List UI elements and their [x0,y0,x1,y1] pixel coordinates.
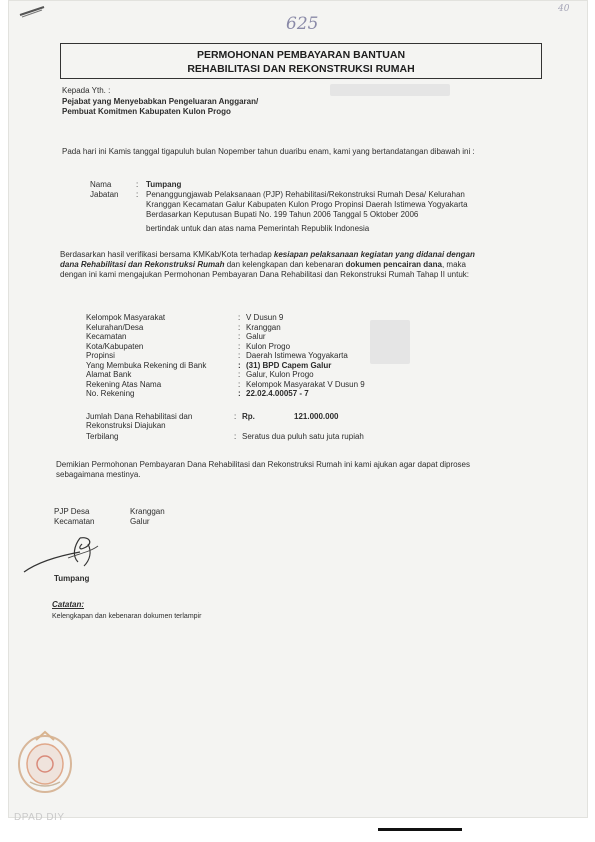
position-line-3: Berdasarkan Keputusan Bupati No. 199 Tahun 2006 Tanggal 5 Oktober 2006 [146,210,419,219]
amount-label-1: Jumlah Dana Rehabilitasi dan [86,412,193,421]
detail-label: Kota/Kabupaten [86,341,144,351]
basis-emphasis-3: dokumen pencairan dana [345,260,442,269]
addressee-line-2: Pembuat Komitmen Kabupaten Kulon Progo [62,107,231,116]
detail-label: Kelurahan/Desa [86,322,144,332]
closing-line-1: Demikian Permohonan Pembayaran Dana Rehabilitasi dan Rekonstruksi Rumah ini kami ajukan agar dapat diproses [56,460,470,469]
detail-label: Alamat Bank [86,370,132,379]
name-value: Tumpang [146,180,182,189]
sign-row2-label: Kecamatan [54,517,95,526]
title-line-2: REHABILITASI DAN REKONSTRUKSI RUMAH [187,63,415,75]
document-sheet [8,0,588,818]
basis-part-2: dan kelengkapan dan kebenaran [224,260,346,269]
on-behalf-text: bertindak untuk dan atas nama Pemerintah Republik Indonesia [146,224,370,233]
sign-row1-value: Kranggan [130,507,165,516]
detail-label: No. Rekening [86,389,135,398]
detail-value: : Kulon Progo [238,341,291,351]
spelled-value: Seratus dua puluh satu juta rupiah [242,432,364,441]
note-title: Catatan: [52,600,85,609]
position-colon: : [136,190,139,199]
basis-line-2 [60,260,540,270]
handwritten-page-number: 625 [286,14,319,34]
watermark: DPAD DIY [14,812,65,823]
basis-part-3: , maka [441,260,466,269]
detail-value: : Daerah Istimewa Yogyakarta [238,351,348,360]
position-label: Jabatan [90,190,119,199]
dpad-emblem-icon [16,728,74,794]
name-label: Nama [90,180,112,189]
handwritten-signature [18,532,108,576]
sign-row1-label: PJP Desa [54,507,90,516]
detail-value: : Kranggan [238,322,281,332]
closing-line-2: sebagaimana mestinya. [56,470,141,479]
note-text: Kelengkapan dan kebenaran dokumen terlampir [52,613,202,620]
basis-emphasis-1: kesiapan pelaksanaan kegiatan yang didanai dengan [273,250,475,259]
detail-value: : Galur [238,332,266,341]
handwritten-corner-number: 40 [558,4,570,14]
basis-line-3: dengan ini kami mengajukan Permohonan Pembayaran Dana Rehabilitasi dan Rekonstruksi Rumah Tahap II untuk: [60,270,469,279]
position-line-2: Kranggan Kecamatan Galur Kabupaten Kulon Progo Propinsi Daerah Istimewa Yogyakarta [146,200,468,209]
detail-label: Kelompok Masyarakat [86,313,166,322]
sign-row2-value: Galur [130,517,150,526]
document-title [60,43,542,79]
amount-currency: Rp. [242,412,255,421]
detail-label: Propinsi [86,351,115,360]
basis-part-1: Berdasarkan hasil verifikasi bersama KMKab/Kota terhadap [60,250,274,259]
bleed-through-mark [370,320,410,364]
spelled-label: Terbilang [86,432,119,441]
detail-value: : (31) BPD Capem Galur [238,360,332,370]
detail-value: : V Dusun 9 [238,313,284,322]
detail-label: Yang Membuka Rekening di Bank [86,360,207,370]
detail-value: : Galur, Kulon Progo [238,370,314,379]
intro-text: Pada hari ini Kamis tanggal tigapuluh bulan Nopember tahun duaribu enam, kami yang bertandatangan dibawah ini : [62,147,475,156]
amount-label-2: Rekonstruksi Diajukan [86,421,166,430]
addressee-line-1: Pejabat yang Menyebabkan Pengeluaran Anggaran/ [62,97,259,106]
name-colon: : [136,180,139,189]
position-line-1: Penanggungjawab Pelaksanaan (PJP) Rehabilitasi/Rekonstruksi Rumah Desa/ Kelurahan [146,190,465,199]
amount-value: 121.000.000 [294,412,339,421]
detail-value: : 22.02.4.00057 - 7 [238,389,309,398]
signer-name: Tumpang [54,574,90,583]
basis-line-1 [60,250,540,260]
detail-label: Kecamatan [86,332,127,341]
addressee-to: Kepada Yth. : [62,86,111,95]
basis-emphasis-2: dana Rehabilitasi dan Rekonstruksi Rumah [60,260,225,269]
pencil-mark-icon [18,4,48,18]
detail-value: : Kelompok Masyarakat V Dusun 9 [238,379,365,389]
detail-label: Rekening Atas Nama [86,379,162,389]
spelled-colon: : [234,432,237,441]
bleed-through-mark [330,84,450,96]
title-line-1: PERMOHONAN PEMBAYARAN BANTUAN [196,49,406,61]
amount-colon: : [234,412,237,421]
bottom-rule [378,828,462,831]
